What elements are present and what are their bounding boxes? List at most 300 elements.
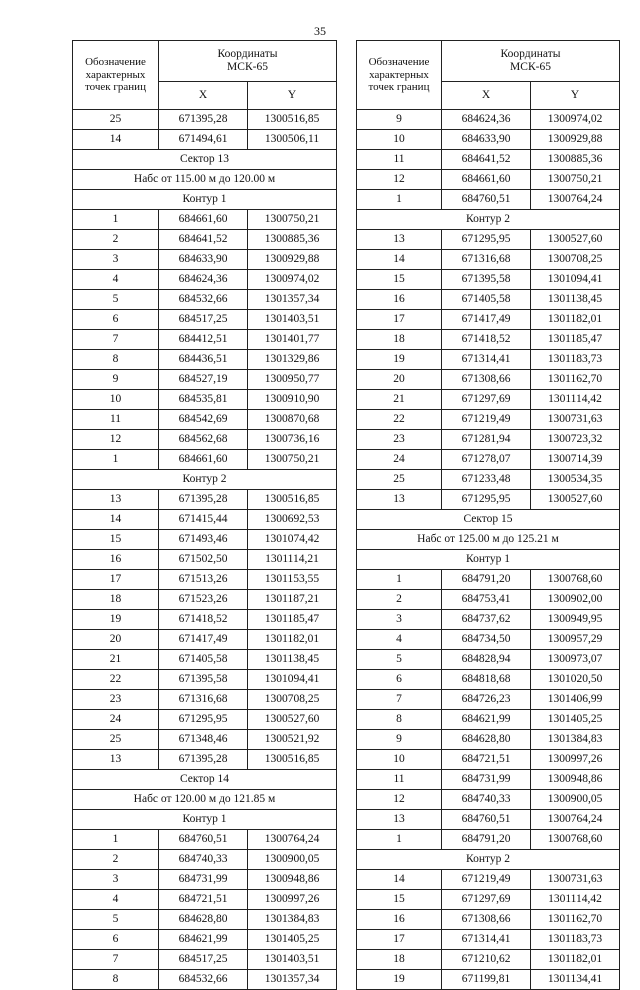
y-coordinate-cell: 1301094,41 (248, 670, 337, 690)
x-coordinate-cell: 671295,95 (442, 490, 531, 510)
table-row (73, 650, 337, 670)
point-number-cell: 1 (73, 830, 159, 850)
y-coordinate-cell: 1300736,16 (248, 430, 337, 450)
point-number-cell: 16 (357, 910, 442, 930)
table-row (73, 970, 337, 990)
point-number-cell: 13 (357, 230, 442, 250)
y-coordinate-cell: 1300910,90 (248, 390, 337, 410)
y-coordinate-cell: 1300885,36 (531, 150, 620, 170)
y-coordinate-cell: 1301357,34 (248, 290, 337, 310)
header-coordinates (159, 41, 337, 82)
y-coordinate-cell: 1301182,01 (531, 310, 620, 330)
x-coordinate-cell: 671308,66 (442, 910, 531, 930)
table-row (73, 130, 337, 150)
point-number-cell: 19 (357, 350, 442, 370)
y-coordinate-cell: 1300527,60 (531, 230, 620, 250)
x-coordinate-cell: 671297,69 (442, 390, 531, 410)
table-row (357, 810, 620, 830)
y-coordinate-cell: 1300949,95 (531, 610, 620, 630)
table-row (357, 250, 620, 270)
y-coordinate-cell: 1301403,51 (248, 950, 337, 970)
x-coordinate-cell: 684731,99 (442, 770, 531, 790)
x-coordinate-cell: 684633,90 (442, 130, 531, 150)
point-number-cell: 5 (73, 290, 159, 310)
x-coordinate-cell: 684641,52 (159, 230, 248, 250)
header-coordinates-label: Координаты (217, 47, 278, 60)
y-coordinate-cell: 1300708,25 (531, 250, 620, 270)
table-row (73, 530, 337, 550)
y-coordinate-cell: 1301403,51 (248, 310, 337, 330)
table-row (73, 390, 337, 410)
y-coordinate-cell: 1300731,63 (531, 870, 620, 890)
x-coordinate-cell: 684740,33 (442, 790, 531, 810)
table-row (357, 370, 620, 390)
x-coordinate-cell: 684628,80 (442, 730, 531, 750)
x-coordinate-cell: 684760,51 (442, 810, 531, 830)
x-coordinate-cell: 684535,81 (159, 390, 248, 410)
table-body-left (73, 110, 337, 990)
x-coordinate-cell: 684624,36 (442, 110, 531, 130)
y-coordinate-cell: 1300750,21 (531, 170, 620, 190)
x-coordinate-cell: 671316,68 (442, 250, 531, 270)
x-coordinate-cell: 684734,50 (442, 630, 531, 650)
y-coordinate-cell: 1301182,01 (248, 630, 337, 650)
x-coordinate-cell: 684818,68 (442, 670, 531, 690)
table-row (357, 790, 620, 810)
point-number-cell: 1 (357, 190, 442, 210)
table-row (73, 490, 337, 510)
table-row (73, 890, 337, 910)
y-coordinate-cell: 1300708,25 (248, 690, 337, 710)
point-number-cell: 15 (357, 270, 442, 290)
point-number-cell: 9 (73, 370, 159, 390)
x-coordinate-cell: 671348,46 (159, 730, 248, 750)
x-coordinate-cell: 671278,07 (442, 450, 531, 470)
section-row (73, 150, 337, 170)
y-coordinate-cell: 1301357,34 (248, 970, 337, 990)
x-coordinate-cell: 671395,58 (159, 670, 248, 690)
table-row (357, 710, 620, 730)
section-row (73, 790, 337, 810)
y-coordinate-cell: 1300973,07 (531, 650, 620, 670)
point-number-cell: 11 (357, 150, 442, 170)
section-row (357, 850, 620, 870)
table-row (357, 410, 620, 430)
y-coordinate-cell: 1301134,41 (531, 970, 620, 990)
table-row (73, 310, 337, 330)
table-row (73, 210, 337, 230)
table-row (357, 110, 620, 130)
section-label: Набс от 115.00 м до 120.00 м (73, 170, 337, 190)
point-number-cell: 24 (357, 450, 442, 470)
section-row (357, 210, 620, 230)
point-number-cell: 22 (73, 670, 159, 690)
point-number-cell: 1 (73, 210, 159, 230)
point-number-cell: 10 (357, 130, 442, 150)
y-coordinate-cell: 1301114,42 (531, 390, 620, 410)
x-coordinate-cell: 671418,52 (159, 610, 248, 630)
header-x: X (442, 82, 531, 110)
x-coordinate-cell: 671295,95 (159, 710, 248, 730)
header-coordinate-system: МСК-65 (227, 61, 268, 73)
point-number-cell: 5 (357, 650, 442, 670)
point-number-cell: 7 (357, 690, 442, 710)
y-coordinate-cell: 1300527,60 (531, 490, 620, 510)
y-coordinate-cell: 1300516,85 (248, 750, 337, 770)
table-row (73, 750, 337, 770)
x-coordinate-cell: 684737,62 (442, 610, 531, 630)
y-coordinate-cell: 1300764,24 (531, 190, 620, 210)
table-row (73, 670, 337, 690)
section-row (357, 550, 620, 570)
section-row (73, 190, 337, 210)
table-row (357, 450, 620, 470)
table-body-right (357, 110, 620, 990)
y-coordinate-cell: 1300692,53 (248, 510, 337, 530)
x-coordinate-cell: 671314,41 (442, 930, 531, 950)
point-number-cell: 1 (357, 570, 442, 590)
header-designation: Обозначение характерных точек границ (357, 41, 442, 110)
y-coordinate-cell: 1301020,50 (531, 670, 620, 690)
table-row (357, 310, 620, 330)
point-number-cell: 10 (357, 750, 442, 770)
table-row (73, 110, 337, 130)
table-row (73, 850, 337, 870)
point-number-cell: 14 (357, 870, 442, 890)
section-label: Сектор 13 (73, 150, 337, 170)
point-number-cell: 13 (357, 810, 442, 830)
point-number-cell: 13 (73, 750, 159, 770)
table-row (357, 290, 620, 310)
table-row (357, 130, 620, 150)
point-number-cell: 14 (73, 510, 159, 530)
y-coordinate-cell: 1301406,99 (531, 690, 620, 710)
table-row (357, 330, 620, 350)
x-coordinate-cell: 684621,99 (442, 710, 531, 730)
x-coordinate-cell: 684641,52 (442, 150, 531, 170)
section-label: Контур 1 (73, 190, 337, 210)
point-number-cell: 4 (73, 890, 159, 910)
y-coordinate-cell: 1300929,88 (531, 130, 620, 150)
y-coordinate-cell: 1301162,70 (531, 910, 620, 930)
point-number-cell: 1 (357, 830, 442, 850)
x-coordinate-cell: 671395,28 (159, 110, 248, 130)
point-number-cell: 2 (357, 590, 442, 610)
x-coordinate-cell: 684661,60 (159, 450, 248, 470)
x-coordinate-cell: 671233,48 (442, 470, 531, 490)
x-coordinate-cell: 671219,49 (442, 870, 531, 890)
point-number-cell: 11 (357, 770, 442, 790)
y-coordinate-cell: 1300948,86 (531, 770, 620, 790)
table-row (73, 290, 337, 310)
point-number-cell: 12 (357, 790, 442, 810)
x-coordinate-cell: 684791,20 (442, 570, 531, 590)
x-coordinate-cell: 671417,49 (159, 630, 248, 650)
table-row (73, 930, 337, 950)
table-row (357, 770, 620, 790)
y-coordinate-cell: 1301094,41 (531, 270, 620, 290)
x-coordinate-cell: 684753,41 (442, 590, 531, 610)
x-coordinate-cell: 684791,20 (442, 830, 531, 850)
table-row (357, 650, 620, 670)
point-number-cell: 13 (357, 490, 442, 510)
y-coordinate-cell: 1300902,00 (531, 590, 620, 610)
y-coordinate-cell: 1300900,05 (248, 850, 337, 870)
y-coordinate-cell: 1300768,60 (531, 830, 620, 850)
point-number-cell: 19 (73, 610, 159, 630)
section-label: Контур 2 (357, 850, 620, 870)
y-coordinate-cell: 1300974,02 (248, 270, 337, 290)
table-row (357, 730, 620, 750)
x-coordinate-cell: 671281,94 (442, 430, 531, 450)
table-row (357, 970, 620, 990)
table-row (73, 570, 337, 590)
section-row (357, 510, 620, 530)
x-coordinate-cell: 684661,60 (159, 210, 248, 230)
y-coordinate-cell: 1301074,42 (248, 530, 337, 550)
y-coordinate-cell: 1301183,73 (531, 930, 620, 950)
x-coordinate-cell: 684517,25 (159, 950, 248, 970)
point-number-cell: 21 (357, 390, 442, 410)
x-coordinate-cell: 684542,69 (159, 410, 248, 430)
y-coordinate-cell: 1301114,21 (248, 550, 337, 570)
x-coordinate-cell: 671314,41 (442, 350, 531, 370)
table-row (73, 230, 337, 250)
table-row (357, 350, 620, 370)
point-number-cell: 9 (357, 730, 442, 750)
table-row (73, 430, 337, 450)
header-coordinates (442, 41, 620, 82)
table-row (357, 670, 620, 690)
point-number-cell: 17 (357, 310, 442, 330)
x-coordinate-cell: 671395,28 (159, 750, 248, 770)
coordinates-table-left (72, 40, 337, 990)
table-row (73, 870, 337, 890)
y-coordinate-cell: 1300521,92 (248, 730, 337, 750)
y-coordinate-cell: 1300900,05 (531, 790, 620, 810)
point-number-cell: 16 (73, 550, 159, 570)
table-row (357, 690, 620, 710)
y-coordinate-cell: 1300997,26 (531, 750, 620, 770)
x-coordinate-cell: 684621,99 (159, 930, 248, 950)
point-number-cell: 21 (73, 650, 159, 670)
table-row (357, 950, 620, 970)
x-coordinate-cell: 671405,58 (159, 650, 248, 670)
table-row (73, 450, 337, 470)
table-row (73, 730, 337, 750)
x-coordinate-cell: 671502,50 (159, 550, 248, 570)
header-y: Y (531, 82, 620, 110)
table-row (357, 890, 620, 910)
table-row (73, 550, 337, 570)
y-coordinate-cell: 1301401,77 (248, 330, 337, 350)
section-label: Сектор 14 (73, 770, 337, 790)
table-row (357, 830, 620, 850)
x-coordinate-cell: 684517,25 (159, 310, 248, 330)
x-coordinate-cell: 684828,94 (442, 650, 531, 670)
x-coordinate-cell: 684436,51 (159, 350, 248, 370)
point-number-cell: 23 (73, 690, 159, 710)
table-row (357, 230, 620, 250)
table-row (73, 350, 337, 370)
x-coordinate-cell: 684740,33 (159, 850, 248, 870)
y-coordinate-cell: 1301384,83 (248, 910, 337, 930)
point-number-cell: 8 (73, 350, 159, 370)
y-coordinate-cell: 1300948,86 (248, 870, 337, 890)
table-row (357, 610, 620, 630)
y-coordinate-cell: 1300723,32 (531, 430, 620, 450)
x-coordinate-cell: 671199,81 (442, 970, 531, 990)
x-coordinate-cell: 684661,60 (442, 170, 531, 190)
section-label: Контур 1 (73, 810, 337, 830)
point-number-cell: 14 (73, 130, 159, 150)
table-row (73, 830, 337, 850)
table-row (357, 150, 620, 170)
y-coordinate-cell: 1301405,25 (531, 710, 620, 730)
x-coordinate-cell: 671210,62 (442, 950, 531, 970)
x-coordinate-cell: 671405,58 (442, 290, 531, 310)
x-coordinate-cell: 671297,69 (442, 890, 531, 910)
table-row (73, 610, 337, 630)
y-coordinate-cell: 1300950,77 (248, 370, 337, 390)
header-x: X (159, 82, 248, 110)
section-label: Контур 2 (357, 210, 620, 230)
table-row (357, 190, 620, 210)
x-coordinate-cell: 684412,51 (159, 330, 248, 350)
x-coordinate-cell: 671295,95 (442, 230, 531, 250)
point-number-cell: 3 (73, 870, 159, 890)
table-row (73, 370, 337, 390)
x-coordinate-cell: 684624,36 (159, 270, 248, 290)
y-coordinate-cell: 1300764,24 (531, 810, 620, 830)
table-row (357, 930, 620, 950)
point-number-cell: 7 (73, 330, 159, 350)
x-coordinate-cell: 671523,26 (159, 590, 248, 610)
y-coordinate-cell: 1300516,85 (248, 490, 337, 510)
y-coordinate-cell: 1300750,21 (248, 450, 337, 470)
x-coordinate-cell: 684721,51 (159, 890, 248, 910)
table-row (357, 170, 620, 190)
y-coordinate-cell: 1301162,70 (531, 370, 620, 390)
x-coordinate-cell: 671219,49 (442, 410, 531, 430)
section-label: Сектор 15 (357, 510, 620, 530)
x-coordinate-cell: 684633,90 (159, 250, 248, 270)
point-number-cell: 6 (73, 310, 159, 330)
point-number-cell: 10 (73, 390, 159, 410)
point-number-cell: 20 (73, 630, 159, 650)
y-coordinate-cell: 1300506,11 (248, 130, 337, 150)
y-coordinate-cell: 1301405,25 (248, 930, 337, 950)
y-coordinate-cell: 1300750,21 (248, 210, 337, 230)
point-number-cell: 8 (357, 710, 442, 730)
x-coordinate-cell: 671316,68 (159, 690, 248, 710)
point-number-cell: 12 (357, 170, 442, 190)
section-row (73, 770, 337, 790)
point-number-cell: 14 (357, 250, 442, 270)
table-row (73, 950, 337, 970)
y-coordinate-cell: 1300957,29 (531, 630, 620, 650)
point-number-cell: 9 (357, 110, 442, 130)
point-number-cell: 11 (73, 410, 159, 430)
table-row (357, 630, 620, 650)
header-y: Y (248, 82, 337, 110)
coordinates-table-right (356, 40, 620, 990)
x-coordinate-cell: 684527,19 (159, 370, 248, 390)
point-number-cell: 1 (73, 450, 159, 470)
y-coordinate-cell: 1301384,83 (531, 730, 620, 750)
y-coordinate-cell: 1300929,88 (248, 250, 337, 270)
section-label: Набс от 125.00 м до 125.21 м (357, 530, 620, 550)
table-row (73, 590, 337, 610)
table-row (73, 710, 337, 730)
point-number-cell: 25 (73, 730, 159, 750)
table-row (357, 470, 620, 490)
table-row (357, 490, 620, 510)
point-number-cell: 25 (357, 470, 442, 490)
point-number-cell: 15 (73, 530, 159, 550)
x-coordinate-cell: 684760,51 (442, 190, 531, 210)
y-coordinate-cell: 1301182,01 (531, 950, 620, 970)
table-row (357, 390, 620, 410)
point-number-cell: 24 (73, 710, 159, 730)
x-coordinate-cell: 671308,66 (442, 370, 531, 390)
point-number-cell: 20 (357, 370, 442, 390)
point-number-cell: 5 (73, 910, 159, 930)
table-row (73, 690, 337, 710)
point-number-cell: 7 (73, 950, 159, 970)
x-coordinate-cell: 684760,51 (159, 830, 248, 850)
table-row (73, 510, 337, 530)
y-coordinate-cell: 1300768,60 (531, 570, 620, 590)
point-number-cell: 8 (73, 970, 159, 990)
section-row (73, 170, 337, 190)
point-number-cell: 3 (73, 250, 159, 270)
point-number-cell: 17 (357, 930, 442, 950)
x-coordinate-cell: 671493,46 (159, 530, 248, 550)
point-number-cell: 18 (357, 950, 442, 970)
point-number-cell: 4 (357, 630, 442, 650)
x-coordinate-cell: 671418,52 (442, 330, 531, 350)
section-row (357, 530, 620, 550)
section-label: Набс от 120.00 м до 121.85 м (73, 790, 337, 810)
x-coordinate-cell: 684726,23 (442, 690, 531, 710)
point-number-cell: 25 (73, 110, 159, 130)
section-row (73, 810, 337, 830)
y-coordinate-cell: 1301153,55 (248, 570, 337, 590)
header-designation: Обозначение характерных точек границ (73, 41, 159, 110)
y-coordinate-cell: 1300534,35 (531, 470, 620, 490)
y-coordinate-cell: 1301187,21 (248, 590, 337, 610)
y-coordinate-cell: 1300885,36 (248, 230, 337, 250)
section-row (73, 470, 337, 490)
y-coordinate-cell: 1301183,73 (531, 350, 620, 370)
y-coordinate-cell: 1301185,47 (248, 610, 337, 630)
y-coordinate-cell: 1300870,68 (248, 410, 337, 430)
point-number-cell: 6 (357, 670, 442, 690)
table-row (357, 870, 620, 890)
x-coordinate-cell: 684628,80 (159, 910, 248, 930)
table-row (357, 430, 620, 450)
table-row (357, 590, 620, 610)
y-coordinate-cell: 1300731,63 (531, 410, 620, 430)
y-coordinate-cell: 1301114,42 (531, 890, 620, 910)
y-coordinate-cell: 1301329,86 (248, 350, 337, 370)
y-coordinate-cell: 1300974,02 (531, 110, 620, 130)
point-number-cell: 2 (73, 230, 159, 250)
table-row (357, 750, 620, 770)
section-label: Контур 2 (73, 470, 337, 490)
x-coordinate-cell: 684721,51 (442, 750, 531, 770)
